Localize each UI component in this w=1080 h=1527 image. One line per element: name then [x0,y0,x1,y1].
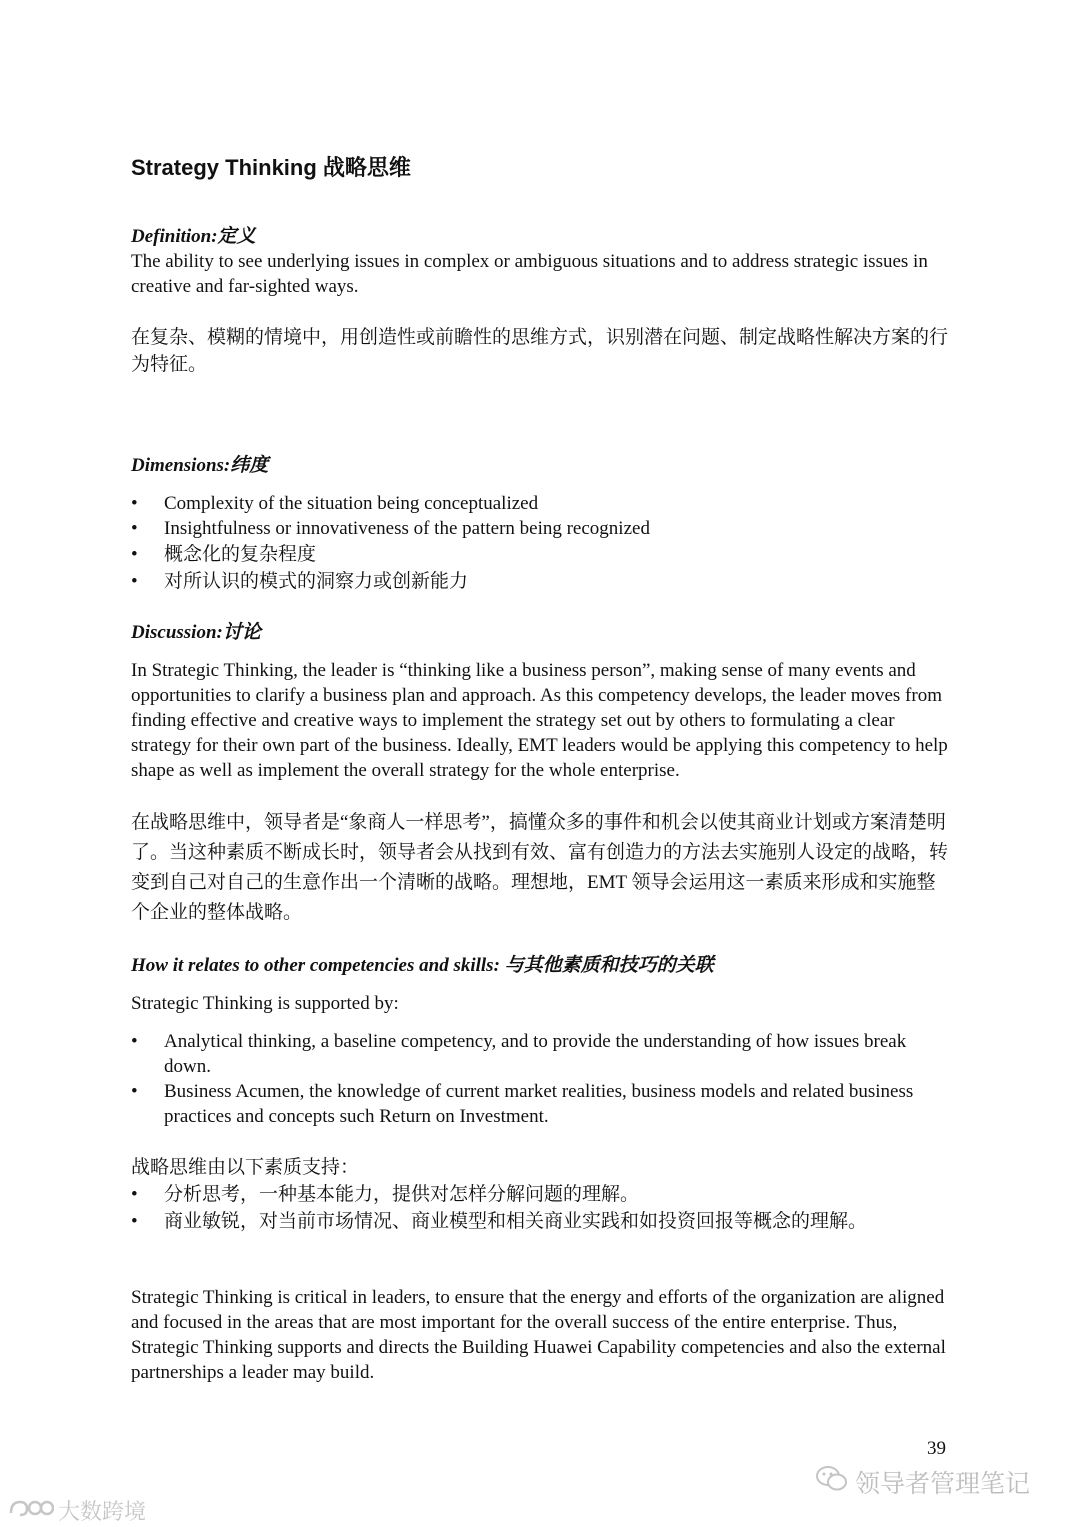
definition-zh: 在复杂、模糊的情境中，用创造性或前瞻性的思维方式，识别潜在问题、制定战略性解决方案的行为特征。 [131,327,949,375]
dimensions-list [131,491,951,595]
list-item: • 对所认识的模式的洞察力或创新能力 [131,568,951,595]
list-item: • 分析思考，一种基本能力，提供对怎样分解问题的理解。 [131,1181,951,1208]
list-item: • 商业敏锐，对当前市场情况、商业模型和相关商业实践和如投资回报等概念的理解。 [131,1208,951,1235]
watermark-left [8,1495,146,1526]
list-item: • Analytical thinking, a baseline competency, and to provide the understanding of how issues break down. [131,1029,951,1079]
definition-section [131,224,951,378]
list-item: • Complexity of the situation being conceptualized [131,491,951,516]
supported-list-en [131,1029,951,1129]
discussion-zh: 在战略思维中，领导者是“象商人一样思考”，搞懂众多的事件和机会以使其商业计划或方案清楚明了。当这种素质不断成长时，领导者会从找到有效、富有创造力的方法去实施别人设定的战略，转变到自己对自己的生意作出一个清晰的战略。理想地，EMT 领导会运用这一素质来形成和实施整个企业的整体战略。 [131,812,949,923]
logo-icon [8,1497,54,1525]
page-title: Strategy Thinking 战略思维 [131,155,411,180]
wechat-icon [815,1465,849,1499]
definition-en: The ability to see underlying issues in complex or ambiguous situations and to address strategic issues in creative and far-sighted ways. [131,251,928,297]
supported-list-zh [131,1181,951,1235]
dimensions-section [131,453,951,595]
list-item: • Business Acumen, the knowledge of current market realities, business models and related business practices and concepts such Return on Investment. [131,1079,951,1129]
relations-heading: How it relates to other competencies and skills: 与其他素质和技巧的关联 [131,955,714,976]
discussion-section [131,620,951,928]
watermark-left-text: 大数跨境 [58,1500,147,1525]
discussion-heading: Discussion:讨论 [131,622,261,643]
dimensions-heading: Dimensions:纬度 [131,455,269,476]
page-number: 39 [927,1438,946,1459]
watermark-right-text: 领导者管理笔记 [855,1469,1031,1498]
watermark-right [815,1464,1030,1500]
supported-by-zh: 战略思维由以下素质支持： [131,1157,360,1178]
document-page [131,150,951,1385]
definition-heading: Definition:定义 [131,226,256,247]
list-item: • 概念化的复杂程度 [131,541,951,568]
relations-section [131,953,951,1385]
closing-paragraph: Strategic Thinking is critical in leaders, to ensure that the energy and efforts of the organization are aligned and focused in the areas that are most important for the overall success of the entire enterprise. Thus, Strategic Thinking supports and directs the Building Huawei Capability competencies and also the external partnerships a leader may build. [131,1287,946,1383]
list-item: • Insightfulness or innovativeness of the pattern being recognized [131,516,951,541]
supported-by-en: Strategic Thinking is supported by: [131,993,399,1014]
discussion-en: In Strategic Thinking, the leader is “thinking like a business person”, making sense of many events and opportunities to clarify a business plan and approach. As this competency develops, the leader moves from finding effective and creative ways to implement the strategy set out by others to formulating a clear strategy for their own part of the business. Ideally, EMT leaders would be applying this competency to help shape as well as implement the overall strategy for the whole enterprise. [131,660,948,781]
